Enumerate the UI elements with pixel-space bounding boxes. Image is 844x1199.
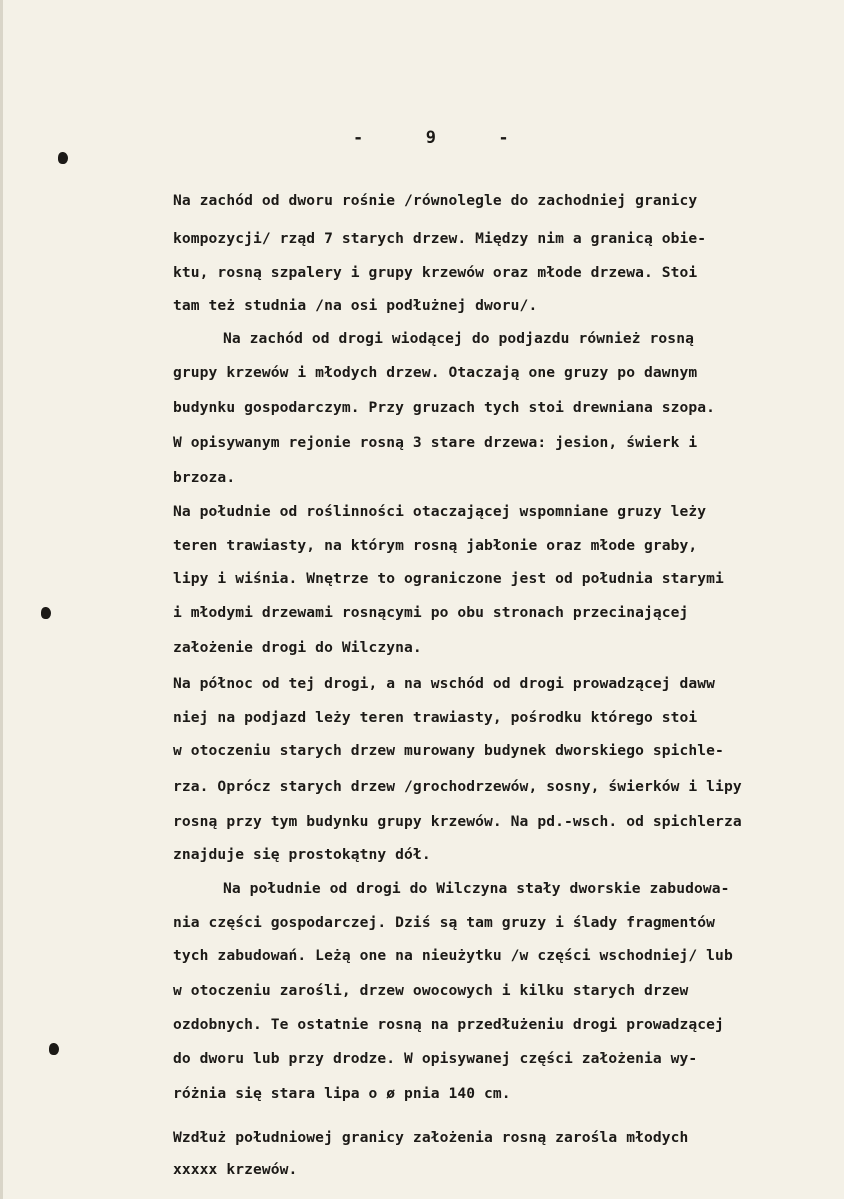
text-line: tam też studnia /na osi podłużnej dworu/. — [173, 297, 538, 314]
text-line: kompozycji/ rząd 7 starych drzew. Między nim a granicą obie- — [173, 230, 707, 247]
text-line: Na zachód od drogi wiodącej do podjazdu również rosną — [223, 330, 694, 347]
punch-hole-mark — [58, 152, 68, 164]
text-line: W opisywanym rejonie rosną 3 stare drzewa: jesion, świerk i — [173, 434, 698, 451]
text-line: xxxxx krzewów. — [173, 1161, 298, 1178]
text-line: w otoczeniu starych drzew murowany budynek dworskiego spichle- — [173, 742, 724, 759]
text-line: grupy krzewów i młodych drzew. Otaczają one gruzy po dawnym — [173, 364, 698, 381]
text-line: teren trawiasty, na którym rosną jabłonie oraz młode graby, — [173, 537, 698, 554]
text-line: znajduje się prostokątny dół. — [173, 846, 431, 863]
text-line: ozdobnych. Te ostatnie rosną na przedłużeniu drogi prowadzącej — [173, 1016, 724, 1033]
text-line: nia części gospodarczej. Dziś są tam gruzy i ślady fragmentów — [173, 914, 716, 931]
text-line: i młodymi drzewami rosnącymi po obu stronach przecinającej — [173, 604, 689, 621]
text-line: ktu, rosną szpalery i grupy krzewów oraz młode drzewa. Stoi — [173, 264, 698, 281]
text-line: Na północ od tej drogi, a na wschód od drogi prowadzącej daww — [173, 675, 716, 692]
text-line: Wzdłuż południowej granicy założenia rosną zarośla młodych — [173, 1129, 689, 1146]
text-line: budynku gospodarczym. Przy gruzach tych stoi drewniana szopa. — [173, 399, 716, 416]
text-line: rosną przy tym budynku grupy krzewów. Na pd.-wsch. od spichlerza — [173, 813, 742, 830]
text-line: do dworu lub przy drodze. W opisywanej części założenia wy- — [173, 1050, 698, 1067]
text-line: w otoczeniu zarośli, drzew owocowych i kilku starych drzew — [173, 982, 689, 999]
punch-hole-mark — [49, 1043, 59, 1055]
text-line: niej na podjazd leży teren trawiasty, pośrodku którego stoi — [173, 709, 698, 726]
text-line: różnia się stara lipa o ø pnia 140 cm. — [173, 1085, 511, 1102]
text-line: lipy i wiśnia. Wnętrze to ograniczone jest od południa starymi — [173, 570, 724, 587]
punch-hole-mark — [41, 607, 51, 619]
text-line: Na południe od drogi do Wilczyna stały dworskie zabudowa- — [223, 880, 730, 897]
text-line: tych zabudowań. Leżą one na nieużytku /w części wschodniej/ lub — [173, 947, 733, 964]
text-line: rza. Oprócz starych drzew /grochodrzewów, sosny, świerków i lipy — [173, 778, 742, 795]
text-line: Na południe od roślinności otaczającej wspomniane gruzy leży — [173, 503, 707, 520]
text-line: założenie drogi do Wilczyna. — [173, 639, 422, 656]
text-line: Na zachód od dworu rośnie /równolegle do zachodniej granicy — [173, 192, 698, 209]
text-line: brzoza. — [173, 469, 236, 486]
page-number: - 9 - — [353, 128, 523, 148]
